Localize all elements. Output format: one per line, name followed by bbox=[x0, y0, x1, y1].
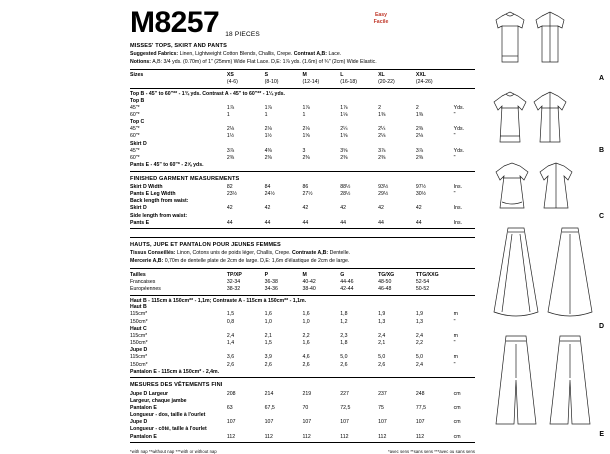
row-label: Jupe D bbox=[130, 419, 148, 426]
size-header-3: M bbox=[302, 72, 307, 79]
table-row bbox=[130, 412, 475, 419]
table-row bbox=[130, 325, 475, 332]
row-label: Jupe D Largeur bbox=[130, 390, 169, 397]
english-section-title: MISSES' TOPS, SKIRT AND PANTS bbox=[130, 43, 227, 49]
view-letter-a: A bbox=[598, 75, 604, 82]
row-label: 60"* bbox=[130, 133, 140, 140]
row-label: Francaises bbox=[130, 278, 156, 285]
finished-measurements-title: FINISHED GARMENT MEASUREMENTS bbox=[130, 175, 240, 182]
row-label: 115cm* bbox=[130, 354, 148, 361]
view-letter-e: E bbox=[599, 431, 604, 438]
english-size-table bbox=[130, 72, 475, 86]
table-row bbox=[130, 426, 475, 433]
row-label: Skirt D bbox=[130, 205, 147, 212]
row-label: 150cm* bbox=[130, 340, 148, 347]
row-label: 150cm* bbox=[130, 361, 148, 368]
view-d-illustration bbox=[488, 222, 598, 330]
view-d-skirt bbox=[480, 222, 606, 332]
table-row: 150cm* 2,6 2,6 2,6 2,6 2,6 2,4 " bbox=[130, 361, 456, 368]
row-label: Skirt D Width bbox=[130, 183, 163, 190]
contrast-ab-label: Contrast A,B: bbox=[293, 50, 328, 57]
french-yardage-table bbox=[130, 304, 475, 376]
view-a-top bbox=[480, 6, 606, 84]
size-header-5: XL bbox=[378, 72, 385, 79]
pieces-count: 18 PIECES bbox=[225, 31, 260, 38]
contraste-label: Contraste A,B: bbox=[292, 249, 329, 256]
notions-line bbox=[130, 59, 475, 67]
notions-label: Notions: bbox=[130, 59, 152, 66]
table-row: Pants E Leg Width 23½ 24½ 27½ 28½ 29½ 30½ " bbox=[130, 191, 456, 198]
contrast-ab-text: Lace. bbox=[328, 50, 342, 57]
table-row bbox=[130, 162, 475, 169]
size-sub-2: (8-10) bbox=[264, 79, 279, 86]
row-label: Pantalon E bbox=[130, 433, 157, 440]
row-label: 150cm* bbox=[130, 318, 148, 325]
row-label: 45"* bbox=[130, 147, 140, 154]
table-row: 150cm* 1,4 1,5 1,6 1,8 2,1 2,2 " bbox=[130, 340, 456, 347]
size-header-2: S bbox=[264, 72, 269, 79]
table-row bbox=[130, 198, 475, 205]
finished-measurements-table bbox=[130, 183, 475, 226]
table-row: Pants E 44 44 44 44 44 44 Ins. bbox=[130, 219, 463, 226]
size-header-4: L bbox=[340, 72, 344, 79]
view-c-illustration bbox=[488, 156, 598, 220]
size-sub-3: (12-14) bbox=[302, 79, 320, 86]
row-label: 115cm* bbox=[130, 332, 148, 339]
row-label: Back length from waist: bbox=[130, 198, 189, 205]
size-sub-4: (16-18) bbox=[340, 79, 357, 86]
difficulty-en: Easy bbox=[374, 12, 388, 18]
size-header-row bbox=[130, 72, 475, 79]
row-label: Top C bbox=[130, 119, 145, 126]
row-label: Skirt D bbox=[130, 140, 147, 147]
table-row bbox=[130, 368, 475, 375]
difficulty-fr: Facile bbox=[373, 18, 389, 25]
size-header-6: XXL bbox=[415, 72, 426, 79]
row-label: 60"* bbox=[130, 155, 140, 162]
row-label: Jupe D bbox=[130, 347, 148, 354]
suggested-fabrics-label: Suggested Fabrics: bbox=[130, 50, 179, 57]
divider-7 bbox=[130, 295, 475, 296]
row-label: Européennes bbox=[130, 285, 161, 292]
size-header-row-fr: Tailles TP/XP P M G TG/XG TTG/XXG bbox=[130, 271, 439, 278]
row-label: Haut B bbox=[130, 304, 147, 311]
row-label: Longueur - côté, taille à l'ourlet bbox=[130, 426, 207, 433]
table-row bbox=[130, 347, 475, 354]
row-label: 60"* bbox=[130, 111, 140, 118]
table-row: 115cm* 1,5 1,6 1,6 1,8 1,9 1,9 m bbox=[130, 311, 458, 318]
divider-1 bbox=[130, 69, 475, 70]
mercerie-label: Mercerie A,B: bbox=[130, 258, 164, 265]
row-label: 115cm* bbox=[130, 311, 148, 318]
pattern-title-row bbox=[130, 8, 475, 38]
divider-5 bbox=[130, 237, 475, 238]
table-row: Skirt D Width 82 84 86 88½ 93½ 97½ Ins. bbox=[130, 183, 463, 190]
mercerie-text: 0,70m de dentelle plate de 2cm de large. D,E: 1,6m d'élastique de 2cm de large. bbox=[164, 258, 350, 265]
table-row: 60"* 2⅜ 2⅜ 2⅜ 2⅜ 2⅜ 2⅜ " bbox=[130, 155, 456, 162]
size-sub-row bbox=[130, 79, 475, 86]
instructions-column bbox=[130, 6, 475, 454]
size-sub-6: (24-26) bbox=[415, 79, 433, 86]
page-title: M8257 bbox=[130, 6, 220, 39]
table-row bbox=[130, 97, 475, 104]
suggested-fabrics-line bbox=[130, 51, 475, 59]
view-e-illustration bbox=[488, 332, 598, 438]
mesures-title: MESURES DES VÊTEMENTS FINI bbox=[130, 382, 223, 389]
row-label: 45"* bbox=[130, 126, 140, 133]
divider-2 bbox=[130, 88, 475, 89]
divider-9 bbox=[130, 442, 475, 443]
haut-note: Haut B - 115cm à 150cm** - 1,1m; Contraste A - 115cm à 150cm** - 1,1m. bbox=[130, 297, 307, 304]
table-row: Européennes 38-32 34-36 38-40 42-44 46-48 50-52 bbox=[130, 285, 430, 292]
row-label: Pantalon E bbox=[130, 404, 157, 411]
table-row: Jupe D 107 107 107 107 107 107 cm bbox=[130, 419, 461, 426]
size-sub-0 bbox=[130, 79, 227, 86]
row-label: Pantalon E - 115cm à 150cm* - 2,4m. bbox=[130, 368, 220, 375]
french-size-table bbox=[130, 271, 475, 293]
tissus-line bbox=[130, 250, 475, 258]
view-b-top bbox=[480, 84, 606, 156]
table-row: 115cm* 2,4 2,1 2,2 2,3 2,4 2,4 m bbox=[130, 332, 458, 339]
yardage-group-title: Top B - 45" to 60"** - 1¾ yds. Contrast A - 45" to 60"** - 1¼ yds. bbox=[130, 90, 285, 97]
row-label: Longueur - dos, taille à l'ourlet bbox=[130, 412, 206, 419]
size-sub-1: (4-6) bbox=[226, 79, 238, 86]
row-label: 45"* bbox=[130, 104, 140, 111]
footnote-english: *with nap **without nap ***with or without nap bbox=[130, 449, 217, 454]
view-c-top bbox=[480, 156, 606, 222]
row-label: Side length from waist: bbox=[130, 212, 188, 219]
divider-6 bbox=[130, 268, 475, 269]
tissus-label: Tissus Conseillés: bbox=[130, 249, 176, 256]
row-label: Pants E Leg Width bbox=[130, 191, 176, 198]
row-label: Top B bbox=[130, 97, 145, 104]
table-row: 115cm* 3,6 3,9 4,6 5,0 5,0 5,0 m bbox=[130, 354, 458, 361]
table-row bbox=[130, 304, 475, 311]
view-letter-c: C bbox=[598, 213, 604, 220]
divider-3 bbox=[130, 171, 475, 172]
table-row: 45"* 1⅞ 1⅞ 1⅞ 1⅞ 2 2 Yds. bbox=[130, 104, 465, 111]
view-letter-b: B bbox=[598, 147, 604, 154]
row-label: Pants E bbox=[130, 219, 150, 226]
view-b-illustration bbox=[488, 84, 598, 154]
table-row: Jupe D Largeur 208 214 219 227 237 248 cm bbox=[130, 390, 461, 397]
table-row bbox=[130, 140, 475, 147]
table-row: Francaises 32-34 36-38 40-42 44-46 48-50 52-54 bbox=[130, 278, 430, 285]
table-row: 150cm* 0,8 1,0 1,0 1,2 1,3 1,3 " bbox=[130, 318, 456, 325]
line-drawings-column bbox=[480, 6, 606, 446]
divider-4 bbox=[130, 228, 475, 229]
row-label: Haut C bbox=[130, 325, 147, 332]
table-row: Pantalon E 112 112 112 112 112 112 cm bbox=[130, 433, 461, 440]
divider-8 bbox=[130, 377, 475, 378]
size-header-1: XS bbox=[226, 72, 234, 79]
table-row: Skirt D 42 42 42 42 42 42 Ins. bbox=[130, 205, 463, 212]
table-row: 45"* 3⅞ 4⅜ 3 3⅝ 3⅞ 3⅞ Yds. bbox=[130, 147, 465, 154]
view-letter-d: D bbox=[598, 323, 604, 330]
view-a-illustration bbox=[488, 6, 598, 82]
suggested-fabrics-text: Linen, Lightweight Cotton Blends, Challis, Crepe. bbox=[179, 50, 293, 57]
footnote-french: *avec sens **sans sens ***avec ou sans sens bbox=[388, 449, 475, 454]
notions-text: A,B: 3/4 yds. (0.70m) of 1" (25mm) Wide Flat Lace. D,E: 1⅞ yds. (1.6m) of ¾" (2cm) Wide Elastic. bbox=[152, 59, 377, 66]
difficulty-badge bbox=[366, 12, 396, 25]
table-row bbox=[130, 397, 475, 404]
french-finished-table bbox=[130, 390, 475, 440]
view-e-pants bbox=[480, 332, 606, 440]
table-row: 60"* 1 1 1 1⅛ 1⅜ 1⅜ " bbox=[130, 111, 456, 118]
table-row bbox=[130, 119, 475, 126]
table-row: 45"* 2⅛ 2⅛ 2⅛ 2¼ 2¼ 2⅜ Yds. bbox=[130, 126, 465, 133]
row-label: Pants E - 45" to 60"* - 2⅝ yds. bbox=[130, 162, 204, 169]
tissus-text: Linon, Cotons unis de poids léger, Challis, Crepe. bbox=[176, 249, 291, 256]
table-row: 60"* 1½ 1½ 1⅝ 1⅝ 2⅛ 2⅛ " bbox=[130, 133, 456, 140]
table-row: Pantalon E 63 67,5 70 72,5 75 77,5 cm bbox=[130, 404, 461, 411]
table-row bbox=[130, 212, 475, 219]
row-label: Largeur, chaque jambe bbox=[130, 397, 187, 404]
mercerie-line bbox=[130, 258, 475, 266]
english-yardage-table bbox=[130, 97, 475, 169]
contraste-text: Dentelle. bbox=[329, 249, 351, 256]
size-header-0: Sizes bbox=[130, 72, 144, 79]
french-section-title: HAUTS, JUPE ET PANTALON POUR JEUNES FEMMES bbox=[130, 242, 281, 249]
size-sub-5: (20-22) bbox=[378, 79, 395, 86]
